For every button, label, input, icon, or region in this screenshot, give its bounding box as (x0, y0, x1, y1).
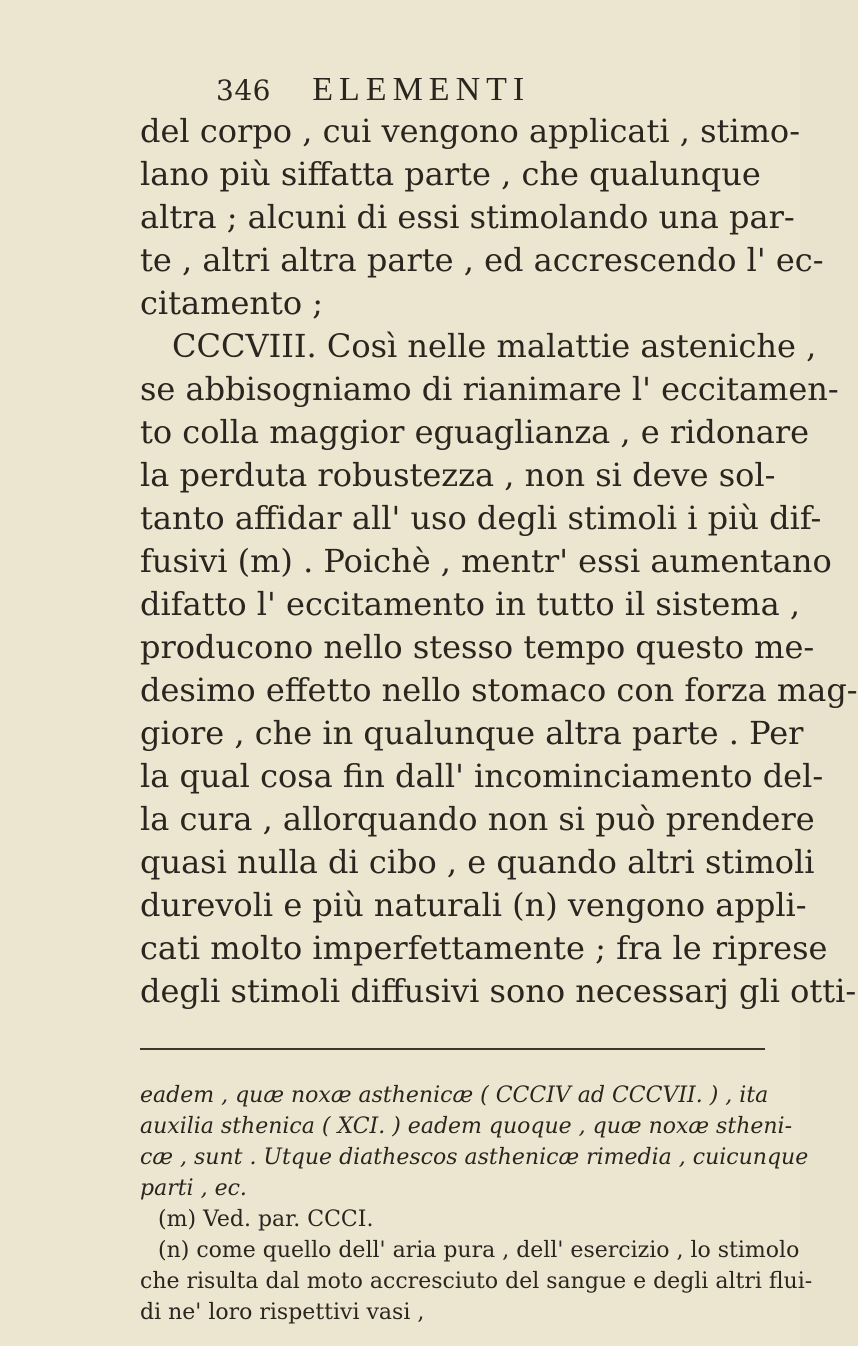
text-line: se abbisogniamo di rianimare l' eccitamen- (140, 370, 839, 408)
text-line: la perduta robustezza , non si deve sol- (140, 456, 776, 494)
section-heading-line: CCCVIII. Così nelle malattie asteniche , (172, 327, 817, 365)
text-line: del corpo , cui vengono applicati , stimo- (140, 112, 800, 150)
footnotes (140, 1080, 813, 1328)
running-title: ELEMENTI (312, 71, 531, 108)
footnote-n-line: che risulta dal moto accresciuto del sangue e degli altri flui- (140, 1269, 813, 1294)
text-line: te , altri altra parte , ed accrescendo l' ec- (140, 241, 824, 279)
latin-footnote-line: auxilia sthenica ( XCI. ) eadem quoque , quæ noxæ stheni- (140, 1114, 793, 1139)
latin-footnote-line: parti , ec. (140, 1176, 247, 1201)
text-line: cati molto imperfettamente ; fra le riprese (140, 929, 828, 967)
text-line: la qual cosa fin dall' incominciamento del- (140, 757, 824, 795)
text-line: desimo effetto nello stomaco con forza mag- (140, 671, 858, 709)
latin-footnote-line: eadem , quæ noxæ asthenicæ ( CCCIV ad CCCVII. ) , ita (140, 1083, 769, 1108)
footnote-n-line: di ne' loro rispettivi vasi , (140, 1300, 425, 1325)
text-line: to colla maggior eguaglianza , e ridonare (140, 413, 810, 451)
page-header (216, 68, 716, 110)
text-line: citamento ; (140, 284, 324, 322)
text-line: fusivi (m) . Poichè , mentr' essi aumentano (140, 542, 832, 580)
text-line: difatto l' eccitamento in tutto il sistema , (140, 585, 801, 623)
latin-footnote-line: cæ , sunt . Utque diathescos asthenicæ rimedia , cuicunque (140, 1145, 809, 1170)
text-line: la cura , allorquando non si può prendere (140, 800, 815, 838)
footnote-divider (140, 1048, 765, 1050)
footnote-m: (m) Ved. par. CCCI. (158, 1207, 374, 1232)
footnote-n-line: (n) come quello dell' aria pura , dell' esercizio , lo stimolo (158, 1238, 800, 1263)
text-line: quasi nulla di cibo , e quando altri stimoli (140, 843, 815, 881)
main-text (140, 110, 858, 1013)
text-line: durevoli e più naturali (n) vengono appli- (140, 886, 807, 924)
text-line: producono nello stesso tempo questo me- (140, 628, 815, 666)
page-number: 346 (216, 74, 271, 107)
text-line: degli stimoli diffusivi sono necessarj gli otti- (140, 972, 857, 1010)
text-line: tanto affidar all' uso degli stimoli i più dif- (140, 499, 822, 537)
text-line: giore , che in qualunque altra parte . Per (140, 714, 804, 752)
text-line: lano più siffatta parte , che qualunque (140, 155, 761, 193)
text-line: altra ; alcuni di essi stimolando una par- (140, 198, 795, 236)
